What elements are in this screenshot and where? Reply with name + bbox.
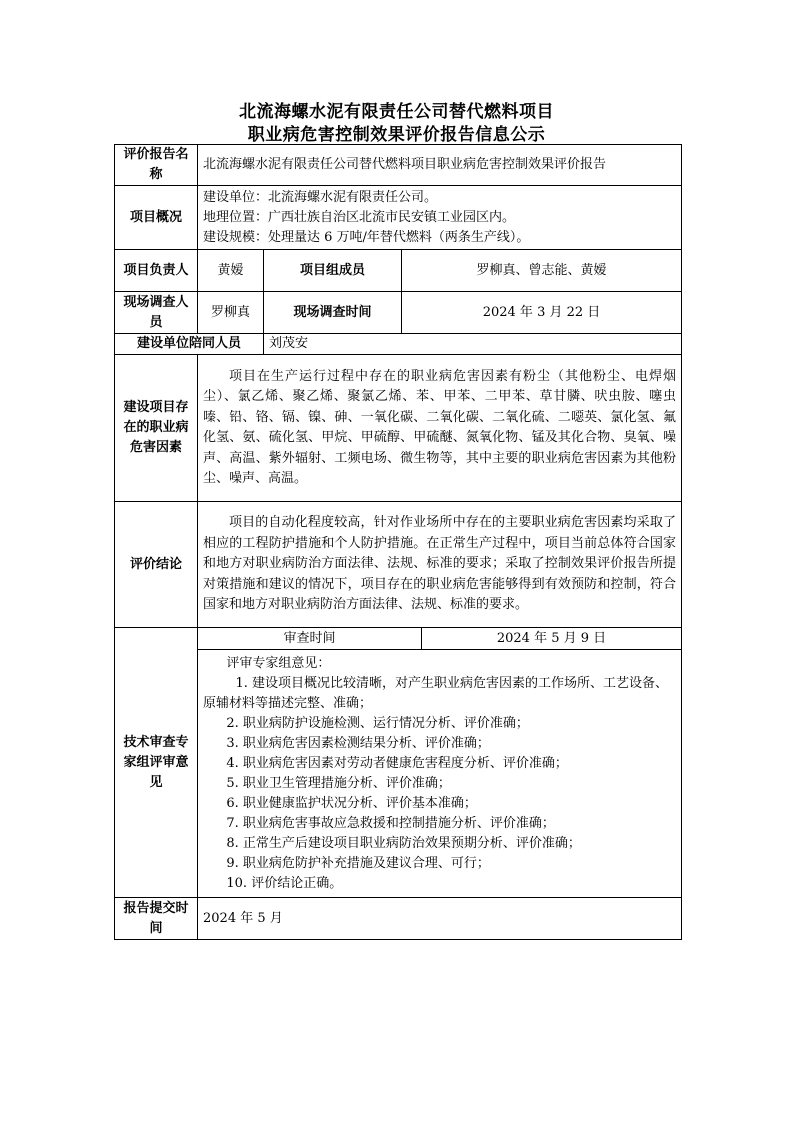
row-submit: [115, 898, 682, 940]
leader-label: 项目负责人: [115, 250, 198, 292]
survey-time-label: 现场调查时间: [264, 292, 402, 334]
hazards-label: 建设项目存在的职业病危害因素: [115, 355, 198, 502]
row-report-name: [115, 145, 682, 186]
review-item-3: 3. 职业病危害因素检测结果分析、评价准确；: [226, 735, 490, 751]
leader-value: 黄嫒: [198, 250, 264, 292]
review-opinions: [198, 650, 682, 898]
survey-staff-value: 罗柳真: [198, 292, 264, 334]
document-title-line2: 职业病危害控制效果评价报告信息公示: [247, 125, 546, 145]
team-label: 项目组成员: [264, 250, 402, 292]
overview-location: 地理位置：广西壮族自治区北流市民安镇工业园区内。: [203, 209, 516, 225]
row-escort: [115, 334, 682, 355]
review-item-4: 4. 职业病危害因素对劳动者健康危害程度分析、评价准确；: [226, 755, 568, 771]
submit-value: 2024 年 5 月: [198, 898, 682, 940]
review-label: 技术审查专家组评审意见: [115, 628, 198, 898]
review-time-value: 2024 年 5 月 9 日: [422, 628, 682, 650]
row-survey: [115, 292, 682, 334]
review-time-label: 审查时间: [198, 628, 422, 650]
overview-builder: 建设单位：北流海螺水泥有限责任公司。: [203, 189, 438, 205]
row-overview: [115, 186, 682, 250]
row-review-opinions: [115, 650, 682, 898]
overview-value: [198, 186, 682, 250]
review-item-10: 10. 评价结论正确。: [226, 875, 343, 891]
conclusion-label: 评价结论: [115, 502, 198, 628]
conclusion-value: 项目的自动化程度较高，针对作业场所中存在的主要职业病危害因素均采取了相应的工程防护措施和个人防护措施。在正常生产过程中，项目当前总体符合国家和地方对职业病防治方面法律、法规、标准的要求；采取了控制效果评价报告所提对策措施和建议的情况下，项目存在的职业病危害能够得到有效预防和控制，符合国家和地方对职业病防治方面法律、法规、标准的要求。: [198, 502, 682, 628]
review-item-2: 2. 职业病防护设施检测、运行情况分析、评价准确；: [226, 715, 529, 731]
review-item-8: 8. 正常生产后建设项目职业病防治效果预期分析、评价准确；: [226, 835, 581, 851]
review-item-6: 6. 职业健康监护状况分析、评价基本准确；: [226, 795, 477, 811]
report-name-label: 评价报告名称: [115, 145, 198, 186]
submit-label: 报告提交时间: [115, 898, 198, 940]
overview-scale: 建设规模：处理量达 6 万吨/年替代燃料（两条生产线）。: [203, 229, 530, 245]
overview-label: 项目概况: [115, 186, 198, 250]
review-item-9: 9. 职业病危防护补充措施及建议合理、可行；: [226, 855, 490, 871]
row-review-time: [115, 628, 682, 650]
escort-value: 刘茂安: [264, 334, 682, 355]
escort-label: 建设单位陪同人员: [115, 334, 264, 355]
review-item-1: 1. 建设项目概况比较清晰，对产生职业病危害因素的工作场所、工艺设备、原辅材料等描述完整、准确；: [203, 675, 669, 711]
survey-staff-label: 现场调查人员: [115, 292, 198, 334]
row-conclusion: [115, 502, 682, 628]
row-leader: [115, 250, 682, 292]
survey-time-value: 2024 年 3 月 22 日: [402, 292, 682, 334]
review-heading: 评审专家组意见：: [226, 655, 331, 671]
document-title-line1: 北流海螺水泥有限责任公司替代燃料项目: [239, 102, 554, 122]
review-item-5: 5. 职业卫生管理措施分析、评价准确；: [226, 775, 451, 791]
review-item-7: 7. 职业病危害事故应急救援和控制措施分析、评价准确；: [226, 815, 555, 831]
report-name-value: 北流海螺水泥有限责任公司替代燃料项目职业病危害控制效果评价报告: [198, 145, 682, 186]
info-table: [114, 144, 682, 940]
hazards-value: 项目在生产运行过程中存在的职业病危害因素有粉尘（其他粉尘、电焊烟尘）、氯乙烯、聚乙烯、聚氯乙烯、苯、甲苯、二甲苯、草甘膦、吠虫胺、噻虫嗪、铅、铬、镉、镍、砷、一氧化碳、二氧化碳、二氧化硫、二噁英、氯化氢、氟化氢、氨、硫化氢、甲烷、甲硫醇、甲硫醚、氮氧化物、锰及其化合物、臭氧、噪声、高温、紫外辐射、工频电场、微生物等，其中主要的职业病危害因素为其他粉尘、噪声、高温。: [198, 355, 682, 502]
row-hazards: [115, 355, 682, 502]
team-value: 罗柳真、曾志能、黄嫒: [402, 250, 682, 292]
